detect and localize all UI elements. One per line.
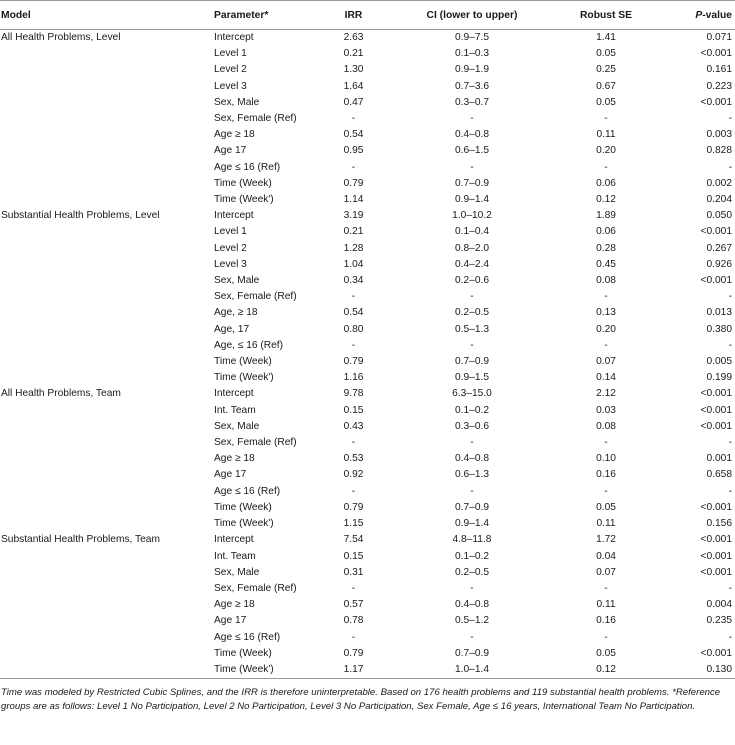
cell-ci: 0.2–0.5 <box>455 566 489 578</box>
cell-irr: 0.21 <box>343 226 364 238</box>
table-row <box>0 419 735 435</box>
cell-robust-se: 0.45 <box>596 258 616 270</box>
cell-robust-se: - <box>604 291 608 303</box>
cell-parameter: Level 1 <box>214 48 247 60</box>
cell-parameter: Intercept <box>214 534 254 546</box>
cell-irr: 0.21 <box>343 48 364 60</box>
cell-ci: 0.6–1.5 <box>455 145 489 157</box>
table-row <box>0 257 735 273</box>
cell-ci: - <box>470 113 474 125</box>
cell-irr: 1.16 <box>343 372 364 384</box>
cell-parameter: Age ≤ 16 (Ref) <box>214 485 281 497</box>
cell-model <box>0 289 213 305</box>
cell-irr: 1.14 <box>343 194 364 206</box>
cell-parameter: Age 17 <box>214 469 247 481</box>
cell-ci: 0.4–0.8 <box>455 129 489 141</box>
cell-irr: - <box>351 113 356 125</box>
cell-parameter: Sex, Female (Ref) <box>214 437 297 449</box>
cell-p-value: 0.828 <box>706 145 732 157</box>
cell-ci: 0.8–2.0 <box>455 242 489 254</box>
cell-robust-se: 0.11 <box>596 129 616 141</box>
table-row <box>0 549 735 565</box>
cell-parameter: Sex, Female (Ref) <box>214 582 297 594</box>
table-row <box>0 241 735 257</box>
cell-model <box>0 467 213 483</box>
cell-irr: 1.15 <box>343 518 364 530</box>
cell-irr: 0.15 <box>343 404 364 416</box>
cell-robust-se: 0.11 <box>596 599 616 611</box>
cell-model <box>0 597 213 613</box>
cell-model: All Health Problems, Level <box>1 32 121 43</box>
cell-parameter: Intercept <box>214 388 254 400</box>
cell-model <box>0 273 213 289</box>
cell-robust-se: 0.28 <box>596 242 616 254</box>
cell-p-value: 0.002 <box>706 177 732 189</box>
cell-parameter: Age, ≥ 18 <box>214 307 258 319</box>
cell-parameter: Intercept <box>214 32 254 43</box>
cell-model <box>0 46 213 62</box>
cell-p-value: 0.071 <box>706 32 732 43</box>
cell-ci: - <box>470 485 474 497</box>
table-row <box>0 322 735 338</box>
cell-irr: 0.47 <box>343 96 364 108</box>
cell-ci: 0.7–0.9 <box>455 356 489 368</box>
cell-ci: 0.5–1.2 <box>455 615 489 627</box>
cell-model <box>0 241 213 257</box>
cell-ci: 0.1–0.3 <box>455 48 489 60</box>
cell-robust-se: 0.05 <box>596 96 616 108</box>
cell-robust-se: - <box>604 485 608 497</box>
cell-ci: - <box>470 631 474 643</box>
cell-ci: 0.7–3.6 <box>455 80 489 92</box>
cell-robust-se: 0.12 <box>596 194 616 206</box>
cell-robust-se: 0.11 <box>596 518 616 530</box>
cell-model <box>0 516 213 532</box>
table-row <box>0 160 735 176</box>
cell-model: Substantial Health Problems, Level <box>1 210 160 222</box>
table-row <box>0 30 735 47</box>
cell-model <box>0 354 213 370</box>
cell-p-value: <0.001 <box>700 388 732 400</box>
header-model: Model <box>1 9 31 21</box>
cell-irr: 7.54 <box>343 534 364 546</box>
table-row <box>0 467 735 483</box>
table-row <box>0 581 735 597</box>
cell-p-value: - <box>728 631 732 643</box>
cell-parameter: Time (Week') <box>214 372 274 384</box>
cell-ci: - <box>470 582 474 594</box>
cell-irr: 0.54 <box>343 307 364 319</box>
cell-ci: 1.0–10.2 <box>452 210 492 222</box>
cell-p-value: <0.001 <box>700 404 732 416</box>
cell-p-value: 0.223 <box>706 80 732 92</box>
header-parameter: Parameter* <box>214 9 269 21</box>
cell-irr: - <box>351 582 356 594</box>
cell-irr: 0.34 <box>343 275 364 287</box>
cell-parameter: Age ≥ 18 <box>214 599 255 611</box>
cell-robust-se: 0.08 <box>596 275 616 287</box>
cell-p-value: <0.001 <box>700 48 732 60</box>
cell-parameter: Level 2 <box>214 242 247 254</box>
cell-ci: 0.9–1.4 <box>455 194 489 206</box>
table-row <box>0 451 735 467</box>
cell-irr: - <box>351 631 356 643</box>
cell-irr: 3.19 <box>343 210 364 222</box>
cell-irr: 1.64 <box>343 80 364 92</box>
cell-parameter: Age ≥ 18 <box>214 129 255 141</box>
cell-parameter: Age, ≤ 16 (Ref) <box>214 339 284 351</box>
cell-p-value: 0.199 <box>706 372 732 384</box>
cell-p-value: 0.013 <box>706 307 732 319</box>
cell-parameter: Level 1 <box>214 226 247 238</box>
cell-irr: 0.79 <box>343 177 364 189</box>
cell-p-value: 0.380 <box>706 323 732 335</box>
cell-robust-se: 0.16 <box>596 469 616 481</box>
cell-irr: 9.78 <box>343 388 364 400</box>
cell-irr: 2.63 <box>343 32 364 43</box>
cell-ci: - <box>470 291 474 303</box>
cell-irr: 0.78 <box>343 615 364 627</box>
cell-robust-se: 0.07 <box>596 566 616 578</box>
header-irr: IRR <box>344 9 363 21</box>
table-row <box>0 370 735 386</box>
cell-parameter: Sex, Female (Ref) <box>214 113 297 125</box>
cell-model <box>0 176 213 192</box>
cell-ci: 0.4–0.8 <box>455 599 489 611</box>
cell-p-value: 0.658 <box>706 469 732 481</box>
table-row <box>0 192 735 208</box>
cell-p-value: 0.001 <box>706 453 732 465</box>
cell-p-value: <0.001 <box>700 550 732 562</box>
cell-ci: - <box>470 437 474 449</box>
cell-ci: 0.9–1.5 <box>455 372 489 384</box>
table-row <box>0 435 735 451</box>
cell-ci: 0.9–7.5 <box>455 32 489 43</box>
cell-robust-se: 0.13 <box>596 307 616 319</box>
cell-ci: 0.1–0.4 <box>455 226 489 238</box>
table-row <box>0 613 735 629</box>
cell-irr: - <box>351 485 356 497</box>
cell-p-value: <0.001 <box>700 566 732 578</box>
cell-robust-se: 0.07 <box>596 356 616 368</box>
cell-irr: 0.79 <box>343 356 364 368</box>
table-row <box>0 630 735 646</box>
cell-irr: - <box>351 291 356 303</box>
cell-irr: 0.79 <box>343 501 364 513</box>
cell-robust-se: 1.89 <box>596 210 616 222</box>
cell-parameter: Time (Week) <box>214 647 272 659</box>
cell-p-value: 0.004 <box>706 599 732 611</box>
cell-p-value: <0.001 <box>700 647 732 659</box>
cell-model <box>0 257 213 273</box>
cell-robust-se: 0.04 <box>596 550 616 562</box>
cell-robust-se: 0.05 <box>596 647 616 659</box>
cell-parameter: Age ≥ 18 <box>214 453 255 465</box>
cell-irr: 1.28 <box>343 242 364 254</box>
table-body <box>0 30 735 679</box>
table-header <box>0 1 735 30</box>
cell-model: All Health Problems, Team <box>1 388 121 400</box>
cell-model <box>0 500 213 516</box>
cell-irr: 0.43 <box>343 420 364 432</box>
cell-ci: 0.7–0.9 <box>455 501 489 513</box>
header-ci: CI (lower to upper) <box>426 9 518 21</box>
cell-model <box>0 192 213 208</box>
cell-parameter: Int. Team <box>214 550 256 562</box>
cell-parameter: Sex, Male <box>214 420 260 432</box>
cell-p-value: 0.204 <box>706 194 732 206</box>
table-row <box>0 597 735 613</box>
cell-model <box>0 435 213 451</box>
cell-parameter: Time (Week') <box>214 663 274 675</box>
cell-ci: 0.9–1.9 <box>455 64 489 76</box>
cell-model <box>0 127 213 143</box>
cell-robust-se: 0.05 <box>596 48 616 60</box>
cell-parameter: Level 3 <box>214 80 247 92</box>
cell-p-value: <0.001 <box>700 534 732 546</box>
cell-model <box>0 451 213 467</box>
cell-p-value: <0.001 <box>700 501 732 513</box>
cell-model <box>0 662 213 679</box>
cell-ci: 0.1–0.2 <box>455 550 489 562</box>
cell-irr: - <box>351 437 356 449</box>
cell-p-value: - <box>728 339 732 351</box>
header-robust-se: Robust SE <box>579 9 633 21</box>
cell-model <box>0 224 213 240</box>
header-p-italic: P <box>695 9 703 21</box>
cell-irr: 0.95 <box>343 145 364 157</box>
table-row <box>0 143 735 159</box>
cell-parameter: Time (Week) <box>214 501 272 513</box>
table-footnote: Time was modeled by Restricted Cubic Splines, and the IRR is therefore uninterpretable. Based on 176 health problems and 119 substantial health problems. *Reference groups are as follows: Level 1 No Participation, Level 2 No Participation, Level 3 No Participation, Sex Female, Age ≤ 16 years, International Team No Participation. <box>1 687 721 713</box>
cell-p-value: - <box>728 161 732 173</box>
cell-ci: 0.5–1.3 <box>455 323 489 335</box>
cell-parameter: Level 2 <box>214 64 247 76</box>
cell-model <box>0 613 213 629</box>
cell-parameter: Sex, Male <box>214 566 260 578</box>
cell-parameter: Age, 17 <box>214 323 250 335</box>
cell-robust-se: 1.41 <box>596 32 616 43</box>
cell-model <box>0 370 213 386</box>
table-row <box>0 127 735 143</box>
table-row <box>0 532 735 548</box>
cell-ci: 0.7–0.9 <box>455 177 489 189</box>
cell-irr: 0.53 <box>343 453 364 465</box>
cell-model <box>0 95 213 111</box>
cell-robust-se: - <box>604 113 608 125</box>
table-row <box>0 111 735 127</box>
cell-ci: 0.6–1.3 <box>455 469 489 481</box>
cell-parameter: Int. Team <box>214 404 256 416</box>
cell-robust-se: 0.20 <box>596 145 616 157</box>
cell-irr: 0.31 <box>343 566 364 578</box>
cell-ci: 0.1–0.2 <box>455 404 489 416</box>
cell-p-value: 0.050 <box>706 210 732 222</box>
cell-irr: 0.79 <box>343 647 364 659</box>
table-row <box>0 354 735 370</box>
cell-p-value: <0.001 <box>700 96 732 108</box>
cell-model <box>0 484 213 500</box>
cell-robust-se: 0.06 <box>596 177 616 189</box>
cell-irr: 0.92 <box>343 469 364 481</box>
cell-parameter: Time (Week') <box>214 518 274 530</box>
cell-ci: 0.4–0.8 <box>455 453 489 465</box>
cell-parameter: Level 3 <box>214 258 247 270</box>
table-row <box>0 338 735 354</box>
cell-robust-se: 0.12 <box>596 663 616 675</box>
cell-model <box>0 565 213 581</box>
cell-robust-se: 2.12 <box>596 388 616 400</box>
cell-model <box>0 111 213 127</box>
cell-ci: 6.3–15.0 <box>452 388 492 400</box>
table-row <box>0 79 735 95</box>
cell-parameter: Intercept <box>214 210 254 222</box>
table-row <box>0 516 735 532</box>
header-row <box>0 1 735 30</box>
cell-p-value: <0.001 <box>700 226 732 238</box>
cell-p-value: - <box>728 291 732 303</box>
cell-ci: 0.3–0.6 <box>455 420 489 432</box>
cell-model <box>0 79 213 95</box>
cell-model <box>0 646 213 662</box>
table-row <box>0 386 735 402</box>
cell-parameter: Sex, Female (Ref) <box>214 291 297 303</box>
cell-p-value: 0.926 <box>706 258 732 270</box>
cell-ci: 0.3–0.7 <box>455 96 489 108</box>
header-p-suffix: -value <box>702 9 732 21</box>
cell-parameter: Time (Week) <box>214 177 272 189</box>
cell-parameter: Sex, Male <box>214 96 260 108</box>
cell-robust-se: - <box>604 582 608 594</box>
cell-model <box>0 338 213 354</box>
cell-model <box>0 305 213 321</box>
cell-p-value: - <box>728 485 732 497</box>
cell-model <box>0 143 213 159</box>
cell-p-value: 0.003 <box>706 129 732 141</box>
cell-p-value: 0.005 <box>706 356 732 368</box>
cell-model <box>0 62 213 78</box>
cell-ci: 0.4–2.4 <box>455 258 489 270</box>
cell-model <box>0 549 213 565</box>
table-row <box>0 565 735 581</box>
cell-robust-se: 0.06 <box>596 226 616 238</box>
table-row <box>0 484 735 500</box>
table-row <box>0 208 735 224</box>
cell-irr: - <box>351 339 356 351</box>
table-row <box>0 662 735 679</box>
cell-model <box>0 322 213 338</box>
table-row <box>0 95 735 111</box>
cell-robust-se: 0.25 <box>596 64 616 76</box>
cell-robust-se: - <box>604 437 608 449</box>
cell-parameter: Age ≤ 16 (Ref) <box>214 631 281 643</box>
cell-irr: - <box>351 161 356 173</box>
cell-robust-se: 0.67 <box>596 80 616 92</box>
cell-model: Substantial Health Problems, Team <box>1 534 160 546</box>
cell-ci: - <box>470 339 474 351</box>
cell-ci: - <box>470 161 474 173</box>
table-row <box>0 500 735 516</box>
table-row <box>0 273 735 289</box>
cell-irr: 0.57 <box>343 599 364 611</box>
cell-irr: 1.04 <box>343 258 364 270</box>
cell-p-value: 0.267 <box>706 242 732 254</box>
cell-model <box>0 403 213 419</box>
cell-model <box>0 419 213 435</box>
table-row <box>0 305 735 321</box>
cell-ci: 0.2–0.5 <box>455 307 489 319</box>
cell-parameter: Time (Week') <box>214 194 274 206</box>
header-p-value <box>670 1 735 30</box>
cell-p-value: - <box>728 437 732 449</box>
cell-robust-se: 0.16 <box>596 615 616 627</box>
cell-irr: 1.17 <box>343 663 364 675</box>
cell-robust-se: 0.10 <box>596 453 616 465</box>
cell-p-value: <0.001 <box>700 275 732 287</box>
cell-parameter: Age 17 <box>214 145 247 157</box>
cell-robust-se: 1.72 <box>596 534 616 546</box>
cell-parameter: Sex, Male <box>214 275 260 287</box>
cell-robust-se: - <box>604 339 608 351</box>
cell-robust-se: 0.03 <box>596 404 616 416</box>
cell-irr: 0.54 <box>343 129 364 141</box>
cell-parameter: Age 17 <box>214 615 247 627</box>
cell-robust-se: - <box>604 161 608 173</box>
table-row <box>0 646 735 662</box>
cell-p-value: 0.156 <box>706 518 732 530</box>
cell-parameter: Time (Week) <box>214 356 272 368</box>
cell-irr: 1.30 <box>343 64 364 76</box>
cell-ci: 0.2–0.6 <box>455 275 489 287</box>
cell-p-value: <0.001 <box>700 420 732 432</box>
cell-robust-se: 0.20 <box>596 323 616 335</box>
cell-model <box>0 630 213 646</box>
cell-p-value: - <box>728 113 732 125</box>
cell-p-value: 0.161 <box>706 64 732 76</box>
cell-model <box>0 160 213 176</box>
table-row <box>0 403 735 419</box>
cell-ci: 4.8–11.8 <box>452 534 492 546</box>
cell-robust-se: - <box>604 631 608 643</box>
cell-ci: 0.9–1.4 <box>455 518 489 530</box>
table-row <box>0 176 735 192</box>
table-row <box>0 46 735 62</box>
cell-irr: 0.15 <box>343 550 364 562</box>
cell-robust-se: 0.14 <box>596 372 616 384</box>
cell-ci: 0.7–0.9 <box>455 647 489 659</box>
cell-robust-se: 0.08 <box>596 420 616 432</box>
cell-model <box>0 581 213 597</box>
table-row <box>0 224 735 240</box>
cell-p-value: 0.235 <box>706 615 732 627</box>
cell-p-value: - <box>728 582 732 594</box>
cell-robust-se: 0.05 <box>596 501 616 513</box>
cell-parameter: Age ≤ 16 (Ref) <box>214 161 281 173</box>
cell-irr: 0.80 <box>343 323 364 335</box>
table-row <box>0 62 735 78</box>
table-row <box>0 289 735 305</box>
cell-p-value: 0.130 <box>706 663 732 675</box>
cell-ci: 1.0–1.4 <box>455 663 489 675</box>
